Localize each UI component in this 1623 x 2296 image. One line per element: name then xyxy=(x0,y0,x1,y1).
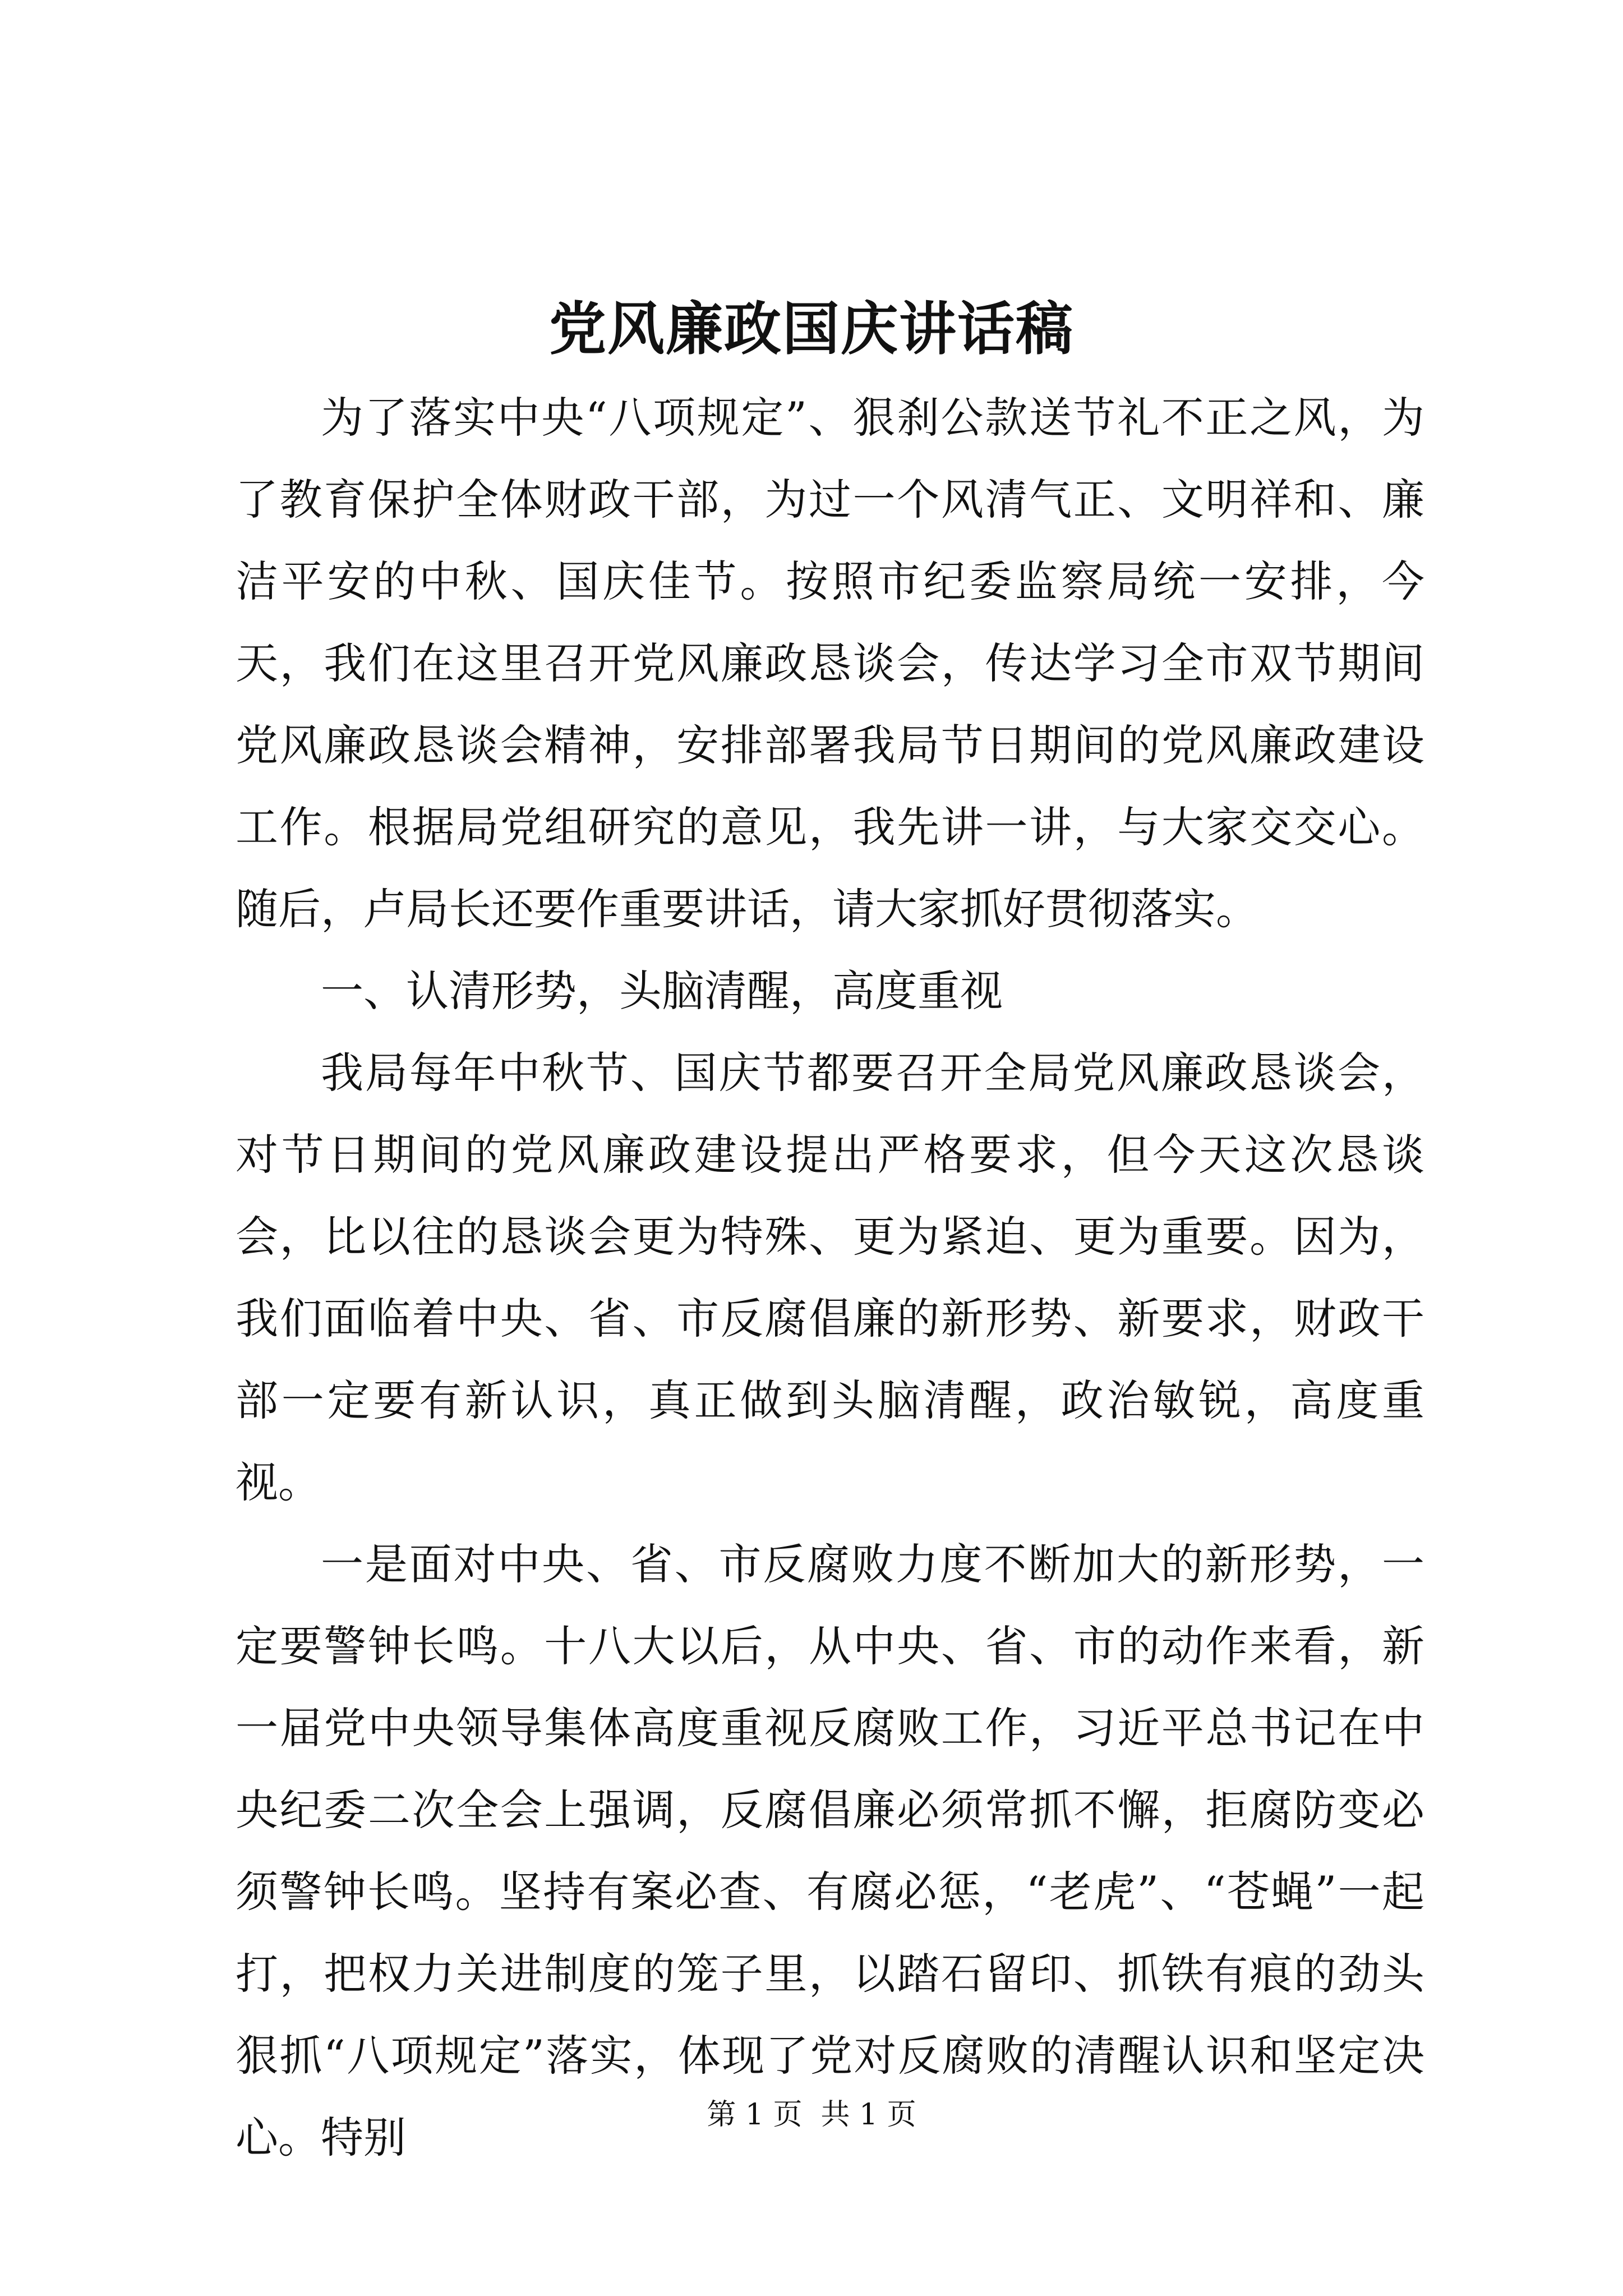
document-body xyxy=(236,377,1424,2179)
page-footer xyxy=(0,2095,1623,2134)
page-number-label: 第 1 页 共 1 页 xyxy=(707,2098,916,2132)
document-title: 党风廉政国庆讲话稿 xyxy=(549,296,1074,363)
section-heading-1: 一、认清形势，头脑清醒，高度重视 xyxy=(321,966,1003,1016)
paragraph-intro: 为了落实中央“八项规定”、狠刹公款送节礼不正之风，为了教育保护全体财政干部，为过一个风清气正、文明祥和、廉洁平安的中秋、国庆佳节。按照市纪委监察局统一安排，今天，我们在这里召开党风廉政恳谈会，传达学习全市双节期间党风廉政恳谈会精神，安排部署我局节日期间的党风廉政建设工作。根据局党组研究的意见，我先讲一讲，与大家交交心。随后，卢局长还要作重要讲话，请大家抓好贯彻落实。 xyxy=(236,393,1424,934)
paragraph-section-1: 我局每年中秋节、国庆节都要召开全局党风廉政恳谈会，对节日期间的党风廉政建设提出严格要求，但今天这次恳谈会，比以往的恳谈会更为特殊、更为紧迫、更为重要。因为，我们面临着中央、省、市反腐倡廉的新形势、新要求，财政干部一定要有新认识，真正做到头脑清醒，政治敏锐，高度重视。 xyxy=(236,1048,1424,1507)
paragraph-point-1: 一是面对中央、省、市反腐败力度不断加大的新形势，一定要警钟长鸣。十八大以后，从中央、省、市的动作来看，新一届党中央领导集体高度重视反腐败工作，习近平总书记在中央纪委二次全会上强调，反腐倡廉必须常抓不懈，拒腐防变必须警钟长鸣。坚持有案必查、有腐必惩，“老虎”、“苍蝇”一起打，把权力关进制度的笼子里，以踏石留印、抓铁有痕的劲头狠抓“八项规定”落实，体现了党对反腐败的清醒认识和坚定决心。特别 xyxy=(236,1539,1424,2162)
